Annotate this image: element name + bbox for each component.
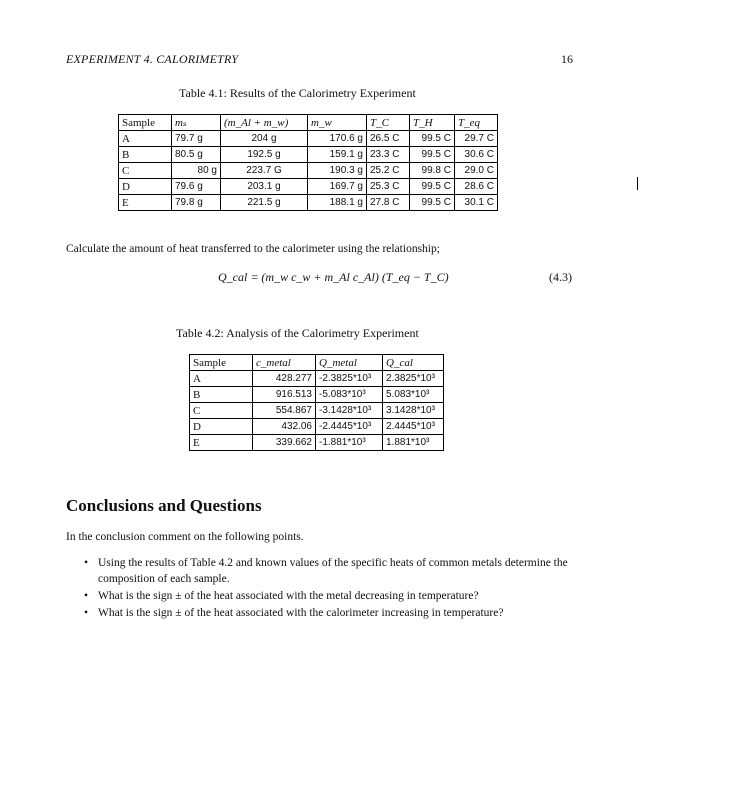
table2-header-row	[190, 355, 444, 371]
table1-cell: 30.1 C	[455, 195, 498, 211]
table2-header-q-metal: Q_metal	[316, 355, 383, 371]
table1-header-ms: mₛ	[172, 115, 221, 131]
table1-cell: 99.5 C	[410, 147, 455, 163]
table1-cell: 190.3 g	[308, 163, 367, 179]
table1-cell: 29.0 C	[455, 163, 498, 179]
table-row	[190, 371, 444, 387]
table1-header-sample: Sample	[119, 115, 172, 131]
table1-cell: 30.6 C	[455, 147, 498, 163]
table1-cell: D	[119, 179, 172, 195]
table1-cell: 221.5 g	[221, 195, 308, 211]
list-item-text: What is the sign ± of the heat associated with the metal decreasing in temperature?	[98, 590, 479, 602]
bullet-icon: •	[84, 590, 89, 602]
text-cursor	[637, 177, 638, 190]
table2-header-q-cal: Q_cal	[383, 355, 444, 371]
table1-cell: 25.3 C	[367, 179, 410, 195]
table-row	[190, 435, 444, 451]
table1-cell: 26.5 C	[367, 131, 410, 147]
conclusions-list	[84, 555, 584, 622]
table1-cell: C	[119, 163, 172, 179]
table1-cell: 79.8 g	[172, 195, 221, 211]
table2-cell: D	[190, 419, 253, 435]
list-item	[84, 588, 584, 604]
table2-cell: 1.881*10³	[383, 435, 444, 451]
table2-cell: 339.662	[253, 435, 316, 451]
section-heading: Conclusions and Questions	[66, 496, 262, 515]
table1-cell: E	[119, 195, 172, 211]
table1-cell: 99.8 C	[410, 163, 455, 179]
table2-cell: 2.3825*10³	[383, 371, 444, 387]
page-number: 16	[561, 52, 573, 66]
table1	[118, 114, 498, 211]
table-row	[119, 163, 498, 179]
table1-cell: 27.8 C	[367, 195, 410, 211]
table1-cell: 99.5 C	[410, 131, 455, 147]
table2-cell: 428.277	[253, 371, 316, 387]
table1-cell: 159.1 g	[308, 147, 367, 163]
table-row	[119, 195, 498, 211]
table1-header-row	[119, 115, 498, 131]
table1-header-th: T_H	[410, 115, 455, 131]
table2-caption: Table 4.2: Analysis of the Calorimetry Experiment	[176, 326, 419, 340]
equation: Q_cal = (m_w c_w + m_Al c_Al) (T_eq − T_C)	[218, 270, 449, 284]
table1-cell: 192.5 g	[221, 147, 308, 163]
table1-header-mw: m_w	[308, 115, 367, 131]
table1-header-mal-mw: (m_Al + m_w)	[221, 115, 308, 131]
table2-cell: B	[190, 387, 253, 403]
bullet-icon: •	[84, 557, 89, 569]
running-head: EXPERIMENT 4. CALORIMETRY	[66, 52, 239, 66]
table1-cell: 23.3 C	[367, 147, 410, 163]
table1-cell: 188.1 g	[308, 195, 367, 211]
table2-cell: -2.3825*10³	[316, 371, 383, 387]
table2-header-sample: Sample	[190, 355, 253, 371]
table1-cell: 223.7 G	[221, 163, 308, 179]
table2-cell: E	[190, 435, 253, 451]
table1-cell: 80 g	[172, 163, 221, 179]
table-row	[190, 403, 444, 419]
conclusions-intro: In the conclusion comment on the following points.	[66, 531, 304, 543]
table1-cell: 204 g	[221, 131, 308, 147]
table2-cell: -5.083*10³	[316, 387, 383, 403]
list-item	[84, 555, 584, 587]
table1-cell: 80.5 g	[172, 147, 221, 163]
table1-cell: 25.2 C	[367, 163, 410, 179]
table2-header-c-metal: c_metal	[253, 355, 316, 371]
table2-cell: 554.867	[253, 403, 316, 419]
table1-cell: B	[119, 147, 172, 163]
table1-cell: 79.7 g	[172, 131, 221, 147]
table2-cell: 5.083*10³	[383, 387, 444, 403]
table1-cell: 99.5 C	[410, 195, 455, 211]
table-row	[119, 179, 498, 195]
table2-cell: 3.1428*10³	[383, 403, 444, 419]
table1-cell: 169.7 g	[308, 179, 367, 195]
table1-cell: 79.6 g	[172, 179, 221, 195]
table2-cell: -1.881*10³	[316, 435, 383, 451]
list-item-text: Using the results of Table 4.2 and known values of the specific heats of common metals determine the composition of each sample.	[98, 557, 568, 585]
table-row	[119, 147, 498, 163]
table1-header-teq: T_eq	[455, 115, 498, 131]
list-item-text: What is the sign ± of the heat associated with the calorimeter increasing in temperature?	[98, 607, 504, 619]
list-item	[84, 605, 584, 621]
table2-cell: A	[190, 371, 253, 387]
intro-text: Calculate the amount of heat transferred to the calorimeter using the relationship;	[66, 243, 440, 255]
table2-cell: -2.4445*10³	[316, 419, 383, 435]
table1-header-tc: T_C	[367, 115, 410, 131]
table-row	[190, 387, 444, 403]
table1-cell: 170.6 g	[308, 131, 367, 147]
table2-cell: 916.513	[253, 387, 316, 403]
table-row	[119, 131, 498, 147]
table1-cell: A	[119, 131, 172, 147]
equation-number: (4.3)	[549, 270, 572, 284]
table-row	[190, 419, 444, 435]
table1-cell: 99.5 C	[410, 179, 455, 195]
table1-cell: 29.7 C	[455, 131, 498, 147]
table2-cell: -3.1428*10³	[316, 403, 383, 419]
table2-cell: 432.06	[253, 419, 316, 435]
table1-caption: Table 4.1: Results of the Calorimetry Experiment	[179, 86, 416, 100]
table2-cell: C	[190, 403, 253, 419]
table2	[189, 354, 444, 451]
table1-cell: 28.6 C	[455, 179, 498, 195]
bullet-icon: •	[84, 607, 89, 619]
table1-cell: 203.1 g	[221, 179, 308, 195]
table2-cell: 2.4445*10³	[383, 419, 444, 435]
